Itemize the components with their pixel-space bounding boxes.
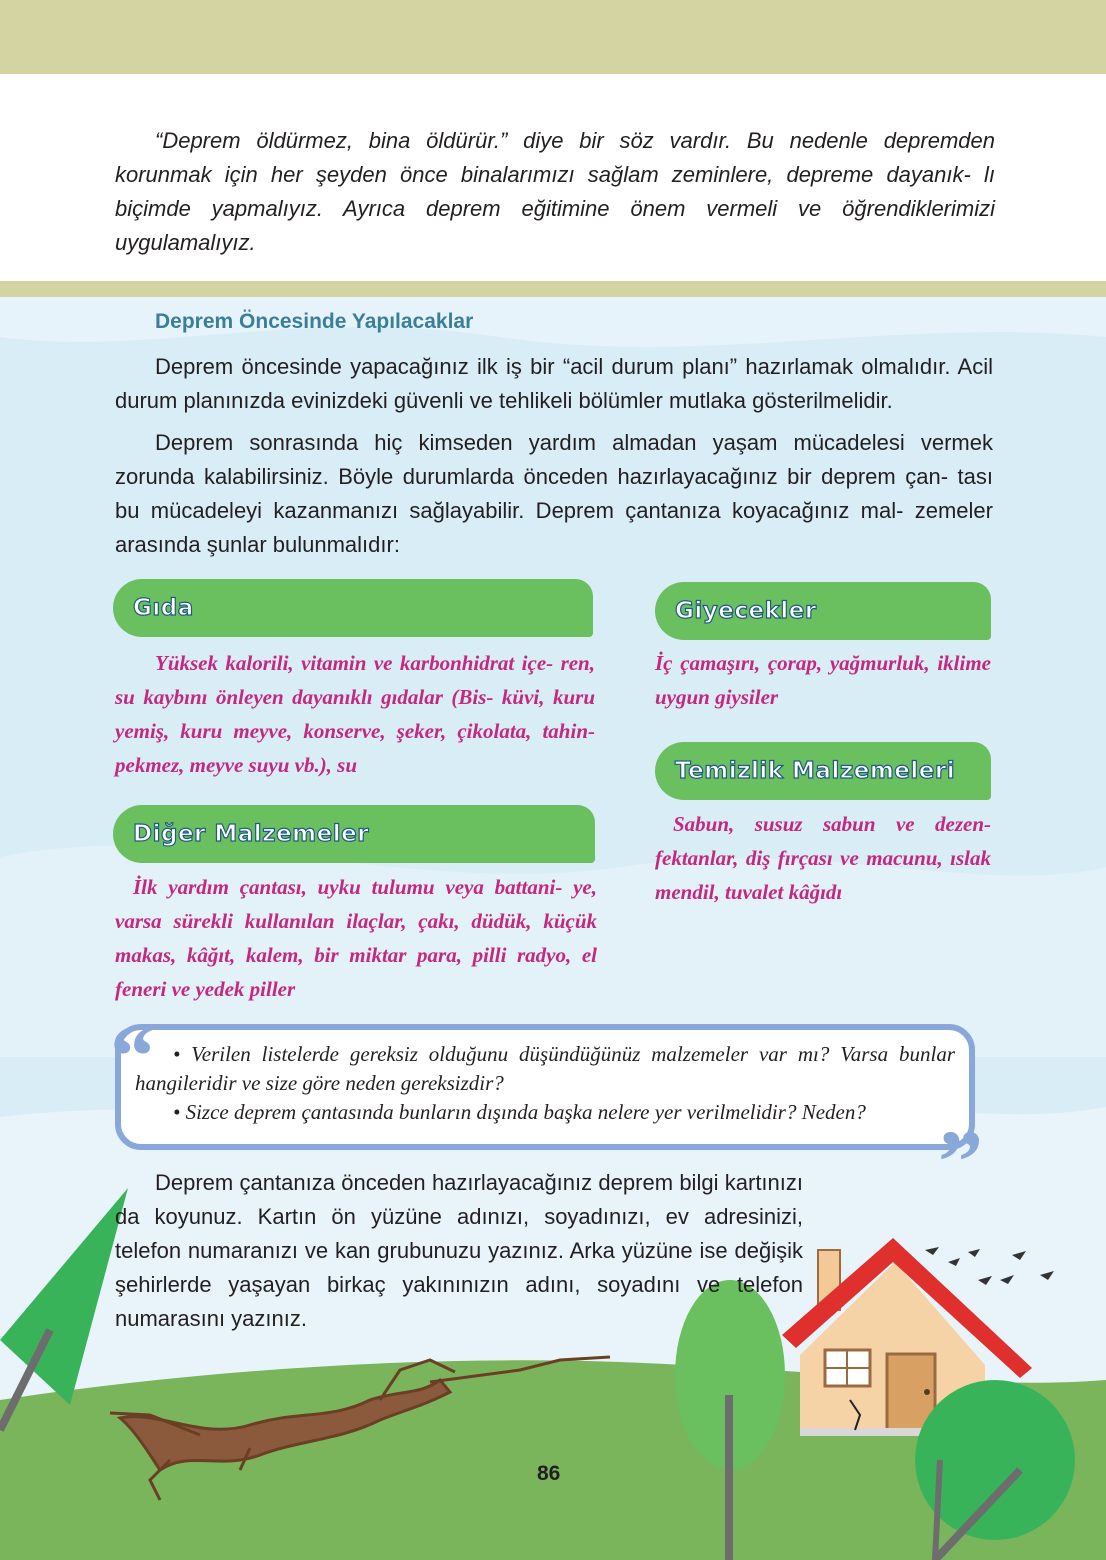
category-title-food: Gıda — [133, 595, 194, 621]
category-text-hygiene: Sabun, susuz sabun ve dezen- fektanlar, diş fırçası ve macunu, ıslak mendil, tuvalet kâğıdı — [655, 812, 991, 904]
category-title-hygiene: Temizlik Malzemeleri — [675, 758, 956, 784]
paragraph-emergency-plan: Deprem öncesinde yapacağınız ilk iş bir “acil durum planı” hazırlamak olmalıdır. Acil durum planınızda evinizdeki güvenli ve tehlikeli bölümler mutlaka gösterilmelidir. — [115, 354, 993, 413]
category-title-clothing: Giyecekler — [675, 598, 817, 624]
category-text-other: İlk yardım çantası, uyku tulumu veya battani- ye, varsa sürekli kullanılan ilaçlar, çakı, düdük, küçük makas, kâğıt, kalem, bir miktar para, pilli radyo, el feneri ve yedek piller — [115, 875, 597, 1001]
category-title-other: Diğer Malzemeler — [133, 821, 370, 847]
birds-icon — [925, 1247, 1054, 1285]
paragraph-info-card: Deprem çantanıza önceden hazırlayacağınız deprem bilgi kartınızı da koyunuz. Kartın ön yüzüne adınızı, soyadınızı, ev adresinizi, telefon numaranızı ve kan grubunuzu yazınız. Arka yüzüne ise değişik şehirlerde yaşayan birkaç yakınınızın adını, soyadını ve telefon numarasını yazınız. — [115, 1170, 803, 1331]
category-text-food: Yüksek kalorili, vitamin ve karbonhidrat içe- ren, su kaybını önleyen dayanıklı gıdalar (Bis- küvi, kuru yemiş, kuru meyve, konserve, şeker, çikolata, tahin-pekmez, meyve suyu vb.), su — [115, 651, 595, 777]
paragraph-earthquake-bag: Deprem sonrasında hiç kimseden yardım almadan yaşam mücadelesi vermek zorunda kalabilirsiniz. Böyle durumlarda önceden hazırlayacağınız bir deprem çan- tası bu mücadeleyi kazanmanızı sağlayabilir. Deprem çantanıza koyacağınız mal- zemeler arasında şunlar bulunmalıdır: — [115, 430, 993, 557]
open-quote-icon: “ — [110, 1007, 155, 1106]
section-title: Deprem Öncesinde Yapılacaklar — [155, 310, 474, 333]
question-2: • Sizce deprem çantasında bunların dışında başka nelere yer verilmelidir? Neden? — [173, 1100, 866, 1124]
question-1: • Verilen listelerde gereksiz olduğunu düşündüğünüz malzemeler var mı? Varsa bunlar hangileridir ve size göre neden gereksizdir? — [135, 1042, 955, 1095]
close-quote-icon: ” — [938, 1113, 983, 1212]
category-text-clothing: İç çamaşırı, çorap, yağmurluk, iklime uygun giysiler — [655, 651, 991, 709]
intro-quote-paragraph: “Deprem öldürmez, bina öldürür.” diye bir söz vardır. Bu nedenle depremden korunmak için her şeyden önce binalarımızı sağlam zeminlere, depreme dayanık- lı biçimde yapmalıyız. Ayrıca deprem eğitimine önem vermeli ve öğrendiklerimizi uygulamalıyız. — [115, 128, 995, 255]
page-number: 86 — [537, 1462, 561, 1485]
